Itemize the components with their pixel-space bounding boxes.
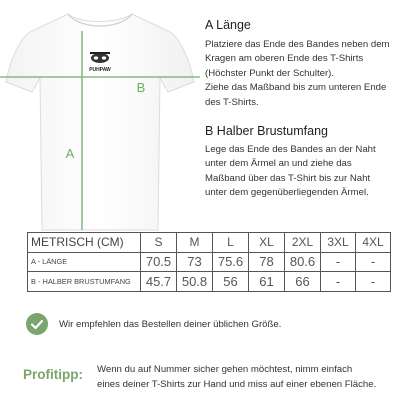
table-cell: 73 xyxy=(177,252,213,272)
size-header-3xl: 3XL xyxy=(321,233,356,253)
section-a-text xyxy=(205,38,390,110)
tip-text xyxy=(97,362,376,392)
tip-line: Wenn du auf Nummer sicher gehen möchtest, nimm einfach xyxy=(97,364,353,375)
table-cell: 56 xyxy=(213,272,249,292)
section-b-line: unter dem gegenüberliegenden Ärmel. xyxy=(205,187,369,199)
table-row xyxy=(28,272,391,292)
row-label: B - HALBER BRUSTUMFANG xyxy=(28,272,141,292)
table-cell: - xyxy=(321,252,356,272)
size-header-xl: XL xyxy=(249,233,285,253)
section-b-line: Maßband über das T-Shirt bis zur Naht xyxy=(205,172,371,184)
table-row xyxy=(28,252,391,272)
section-a-line: Platziere das Ende des Bandes neben dem xyxy=(205,39,390,50)
row-label: A - LÄNGE xyxy=(28,252,141,272)
table-cell: 70.5 xyxy=(141,252,177,272)
size-table xyxy=(27,232,391,292)
tshirt-shape xyxy=(6,14,194,230)
table-cell: 45.7 xyxy=(141,272,177,292)
recommendation-text: Wir empfehlen das Bestellen deiner üblichen Größe. xyxy=(59,319,282,330)
table-header-label: METRISCH (CM) xyxy=(28,233,141,253)
size-header-m: M xyxy=(177,233,213,253)
table-cell: 61 xyxy=(249,272,285,292)
section-a-title: A Länge xyxy=(205,18,251,32)
label-a: A xyxy=(65,146,75,161)
table-cell: - xyxy=(356,252,391,272)
section-a-line: Ziehe das Maßband bis zum unteren Ende xyxy=(205,82,387,94)
section-b-title: B Halber Brustumfang xyxy=(205,124,328,138)
table-cell: - xyxy=(321,272,356,292)
label-b: B xyxy=(136,80,146,95)
table-cell: 80.6 xyxy=(285,252,321,272)
section-b-text xyxy=(205,143,376,201)
size-header-2xl: 2XL xyxy=(285,233,321,253)
tip-label: Profitipp: xyxy=(23,367,83,382)
section-b-line: unter dem Ärmel an und ziehe das xyxy=(205,158,352,170)
size-header-l: L xyxy=(213,233,249,253)
section-a-line: Kragen am oberen Ende des T-Shirts xyxy=(205,53,364,65)
table-cell: 66 xyxy=(285,272,321,292)
size-header-4xl: 4XL xyxy=(356,233,391,253)
table-header-row xyxy=(28,233,391,253)
table-cell: 78 xyxy=(249,252,285,272)
section-a-line: des T-Shirts. xyxy=(205,96,259,108)
size-header-s: S xyxy=(141,233,177,253)
tip-line: eines deiner T-Shirts zur Hand und miss auf einer ebenen Fläche. xyxy=(97,379,377,390)
logo-text: PUHPAW xyxy=(89,67,111,73)
tshirt-illustration xyxy=(0,0,200,232)
table-cell: 50.8 xyxy=(177,272,213,292)
section-a-line: (Höchster Punkt der Schulter). xyxy=(205,67,335,79)
check-circle-icon xyxy=(26,313,48,335)
section-b-line: Lege das Ende des Bandes an der Naht xyxy=(205,144,376,155)
table-cell: 75.6 xyxy=(213,252,249,272)
table-cell: - xyxy=(356,272,391,292)
